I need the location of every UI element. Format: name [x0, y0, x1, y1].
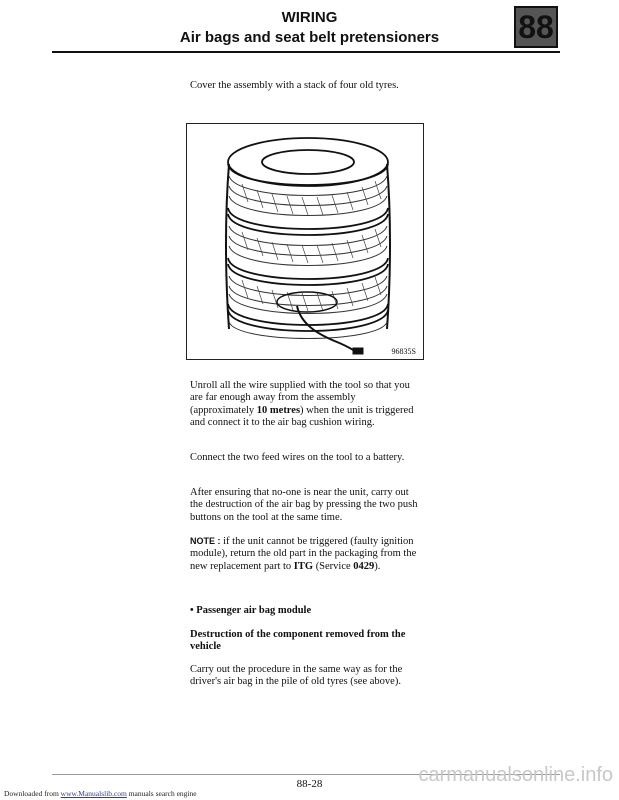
- intro-text: Cover the assembly with a stack of four old tyres.: [190, 80, 399, 91]
- page-number: 88-28: [296, 778, 323, 790]
- paragraph-destruction: After ensuring that no-one is near the unit, carry out the destruction of the air bag by pressing the two push buttons on the tool at the same time.: [190, 487, 418, 523]
- subheading-destruction: Destruction of the component removed from the vehicle: [190, 629, 406, 653]
- figure-tyre-stack: [186, 123, 424, 360]
- figure-code: 96835S: [391, 347, 416, 356]
- note-paragraph: NOTE : if the unit cannot be triggered (faulty ignition module), return the old part in the packaging from the new replacement part to ITG (Service 0429).: [190, 536, 417, 572]
- tyre-stack-illustration: [187, 124, 423, 359]
- watermark: carmanualsonline.info: [418, 764, 613, 786]
- paragraph-carry-out: Carry out the procedure in the same way as for the driver's air bag in the pile of old tyres (see above).: [190, 664, 403, 688]
- paragraph-connect-feed: Connect the two feed wires on the tool to a battery.: [190, 452, 405, 463]
- note-label: NOTE :: [190, 536, 221, 546]
- section-title: WIRING: [281, 9, 338, 26]
- bullet-passenger-airbag: • Passenger air bag module: [190, 605, 312, 616]
- paragraph-unroll-wire: Unroll all the wire supplied with the tool so that you are far enough away from the assembly (approximately 10 metres) when the unit is triggered and connect it to the air bag cushion wiring.: [190, 380, 414, 429]
- download-credit: Downloaded from www.Manualslib.com manuals search engine: [4, 789, 197, 798]
- manualslib-link[interactable]: www.Manualslib.com: [60, 789, 127, 798]
- chapter-badge: 88: [514, 6, 558, 48]
- page-title: Air bags and seat belt pretensioners: [179, 29, 440, 46]
- header-rule: [52, 51, 560, 53]
